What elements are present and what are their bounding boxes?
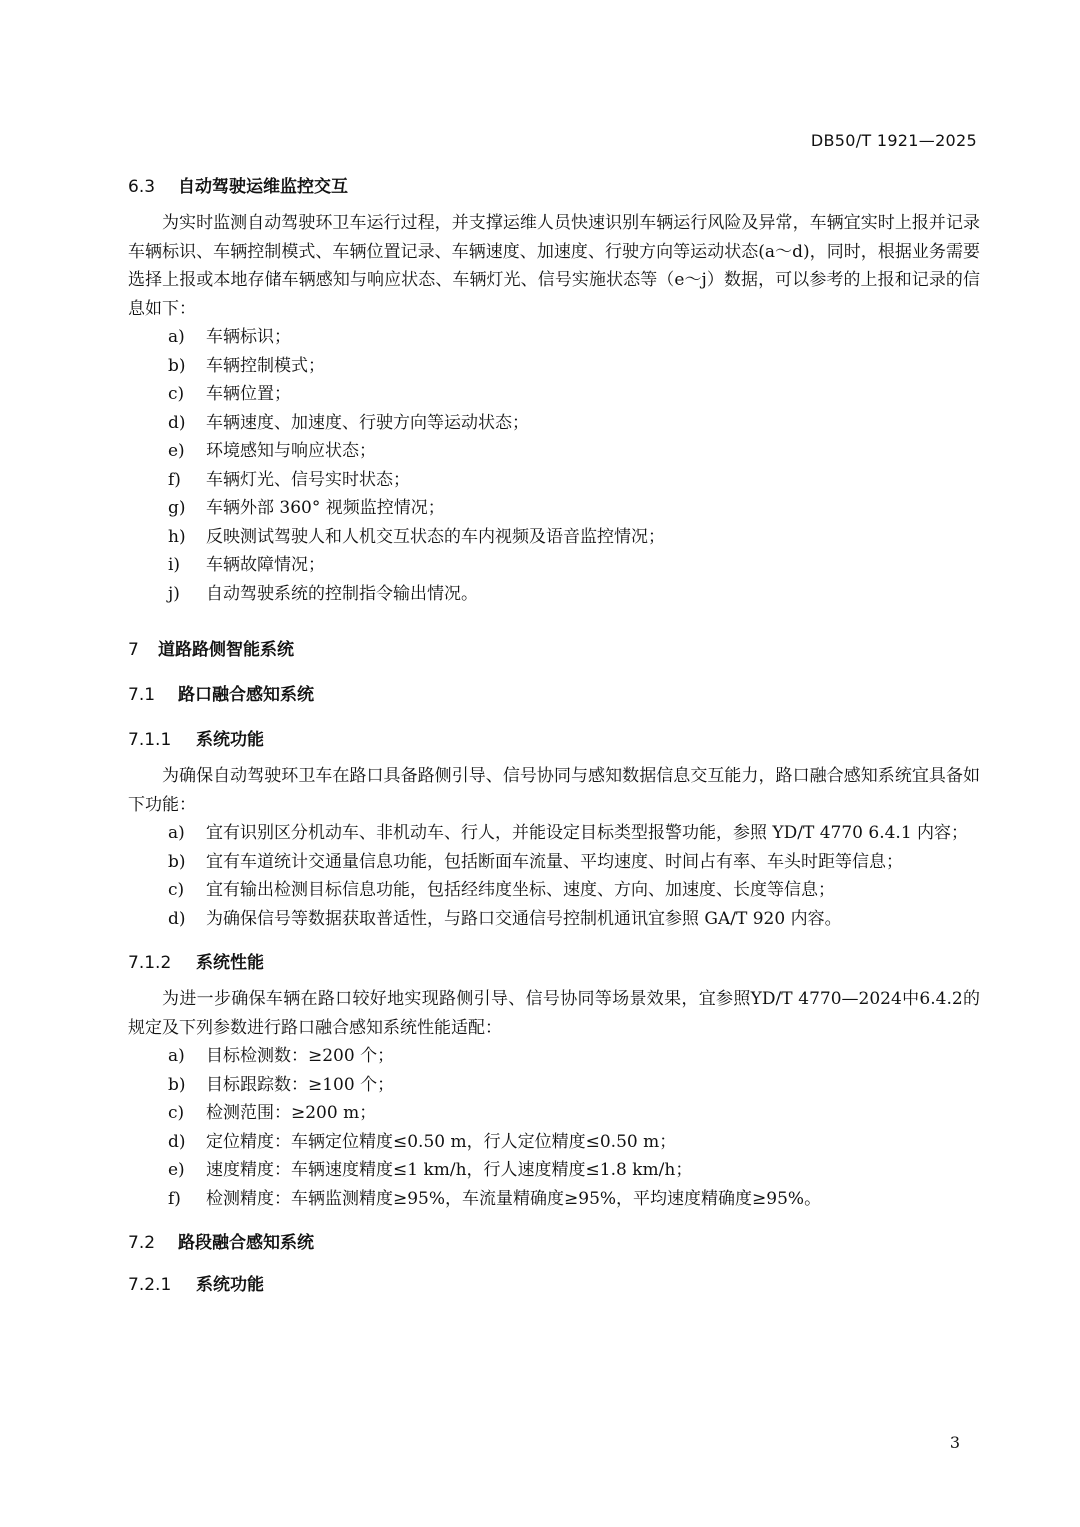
section-paragraph: 为进一步确保车辆在路口较好地实现路侧引导、信号协同等场景效果，宜参照YD/T 4770—2024中6.4.2的规定及下列参数进行路口融合感知系统性能适配： xyxy=(128,989,980,1038)
list-item xyxy=(128,494,980,523)
list-marker: i) xyxy=(168,555,181,575)
section-heading-6-3 xyxy=(128,175,980,199)
section-heading-7-2 xyxy=(128,1231,980,1255)
list-item xyxy=(128,409,980,438)
list-marker: f) xyxy=(168,469,181,490)
section-number: 7.1.2 xyxy=(128,953,172,973)
list-item xyxy=(128,437,980,466)
list-marker: a) xyxy=(168,1046,185,1066)
list-item-text: 车辆标识； xyxy=(206,327,291,347)
list-item-text: 宜有识别区分机动车、非机动车、行人，并能设定目标类型报警功能，参照 YD/T 4770 6.4.1 内容； xyxy=(206,823,969,843)
list-item-text: 为确保信号等数据获取普适性，与路口交通信号控制机通讯宜参照 GA/T 920 内容。 xyxy=(206,908,842,929)
list-item-text: 车辆位置； xyxy=(206,384,291,404)
list-marker: e) xyxy=(168,441,185,461)
list-marker: b) xyxy=(168,355,186,376)
list-marker: c) xyxy=(168,1103,185,1123)
section-title: 道路路侧智能系统 xyxy=(158,640,294,660)
list-item xyxy=(128,352,980,381)
list-item-text: 车辆灯光、信号实时状态； xyxy=(206,469,410,490)
list-marker: d) xyxy=(168,412,186,433)
page-number: 3 xyxy=(949,1433,960,1452)
list-item-text: 目标检测数：≥200 个； xyxy=(206,1046,395,1066)
list-item xyxy=(128,1099,980,1128)
list-marker: b) xyxy=(168,1074,186,1095)
section-title: 系统功能 xyxy=(196,1275,264,1295)
list-marker: a) xyxy=(168,823,185,843)
list-item-text: 环境感知与响应状态； xyxy=(206,441,376,461)
section-heading-7-1-1 xyxy=(128,728,980,752)
list-item-text: 自动驾驶系统的控制指令输出情况。 xyxy=(206,583,478,604)
section-heading-7 xyxy=(128,638,980,662)
list-item xyxy=(128,1042,980,1071)
list-item-text: 车辆速度、加速度、行驶方向等运动状态； xyxy=(206,412,529,433)
list-item xyxy=(128,876,980,905)
list-marker: f) xyxy=(168,1188,181,1209)
section-paragraph: 为确保自动驾驶环卫车在路口具备路侧引导、信号协同与感知数据信息交互能力，路口融合感知系统宜具备如下功能： xyxy=(128,766,980,815)
item-list xyxy=(128,323,980,608)
list-item xyxy=(128,1128,980,1157)
section-heading-7-1-2 xyxy=(128,951,980,975)
list-item-text: 车辆外部 360° 视频监控情况； xyxy=(206,498,445,518)
page-content xyxy=(128,175,980,1297)
list-item-text: 车辆故障情况； xyxy=(206,555,325,575)
section-title: 系统功能 xyxy=(196,730,264,750)
section-title: 路口融合感知系统 xyxy=(178,685,314,705)
section-paragraph: 为实时监测自动驾驶环卫车运行过程，并支撑运维人员快速识别车辆运行风险及异常，车辆宜实时上报并记录车辆标识、车辆控制模式、车辆位置记录、车辆速度、加速度、行驶方向等运动状态(a～d)，同时，根据业务需要选择上报或本地存储车辆感知与响应状态、车辆灯光、信号实施状态等（e～j）数据，可以参考的上报和记录的信息如下： xyxy=(128,213,980,319)
list-item xyxy=(128,380,980,409)
list-item xyxy=(128,819,980,848)
list-item xyxy=(128,551,980,580)
section-heading-7-1 xyxy=(128,683,980,707)
list-marker: h) xyxy=(168,526,186,547)
list-item xyxy=(128,1071,980,1100)
section-title: 路段融合感知系统 xyxy=(178,1233,314,1253)
list-marker: g) xyxy=(168,498,186,518)
list-item xyxy=(128,905,980,934)
list-item-text: 宜有输出检测目标信息功能，包括经纬度坐标、速度、方向、加速度、长度等信息； xyxy=(206,880,835,900)
section-title: 系统性能 xyxy=(196,953,264,973)
list-marker: c) xyxy=(168,880,185,900)
section-heading-7-2-1 xyxy=(128,1273,980,1297)
list-marker: a) xyxy=(168,327,185,347)
section-number: 7.2.1 xyxy=(128,1275,172,1295)
list-marker: d) xyxy=(168,1131,186,1152)
item-list xyxy=(128,1042,980,1213)
list-item xyxy=(128,580,980,609)
section-number: 7.1.1 xyxy=(128,730,172,750)
section-number: 7 xyxy=(128,640,139,660)
list-item-text: 宜有车道统计交通量信息功能，包括断面车流量、平均速度、时间占有率、车头时距等信息； xyxy=(206,851,903,872)
section-title: 自动驾驶运维监控交互 xyxy=(178,177,348,197)
section-number: 6.3 xyxy=(128,177,156,197)
section-number: 7.2 xyxy=(128,1233,156,1253)
list-item-text: 反映测试驾驶人和人机交互状态的车内视频及语音监控情况； xyxy=(206,526,665,547)
list-marker: d) xyxy=(168,908,186,929)
list-item xyxy=(128,466,980,495)
list-item-text: 车辆控制模式； xyxy=(206,355,325,376)
list-item xyxy=(128,1185,980,1214)
list-item-text: 检测精度：车辆监测精度≥95%，车流量精确度≥95%，平均速度精确度≥95%。 xyxy=(206,1188,822,1209)
list-item xyxy=(128,848,980,877)
section-number: 7.1 xyxy=(128,685,156,705)
list-item-text: 目标跟踪数：≥100 个； xyxy=(206,1074,395,1095)
standard-code: DB50/T 1921—2025 xyxy=(810,131,977,150)
list-marker: e) xyxy=(168,1160,185,1180)
item-list xyxy=(128,819,980,933)
list-marker: c) xyxy=(168,384,185,404)
list-item-text: 检测范围：≥200 m； xyxy=(206,1103,377,1123)
list-item-text: 速度精度：车辆速度精度≤1 km/h，行人速度精度≤1.8 km/h； xyxy=(206,1160,693,1180)
list-item-text: 定位精度：车辆定位精度≤0.50 m，行人定位精度≤0.50 m； xyxy=(206,1131,677,1152)
list-item xyxy=(128,1156,980,1185)
list-marker: j) xyxy=(168,583,180,604)
list-item xyxy=(128,523,980,552)
list-item xyxy=(128,323,980,352)
list-marker: b) xyxy=(168,851,186,872)
